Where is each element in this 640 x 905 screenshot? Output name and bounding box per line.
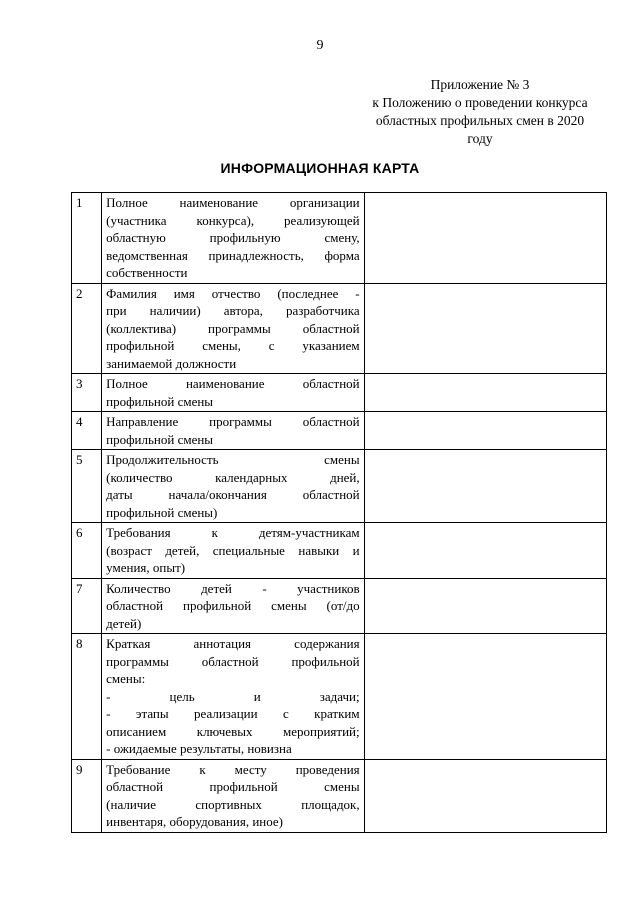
- description-line: Полное наименование организации: [106, 195, 360, 210]
- row-description: [102, 374, 364, 412]
- description-line: - цель и задачи;: [106, 688, 360, 704]
- row-number: 4: [72, 412, 102, 450]
- description-line: описанием ключевых мероприятий;: [106, 723, 360, 739]
- description-line: профильной смены): [106, 504, 218, 520]
- page-number: 9: [316, 38, 324, 53]
- row-number: 3: [72, 374, 102, 412]
- description-line: программы областной профильной: [106, 653, 360, 669]
- table-row: [72, 283, 607, 374]
- row-value-cell[interactable]: [364, 193, 606, 284]
- information-card-table: [71, 192, 607, 833]
- appendix-line: к Положению о проведении конкурса: [372, 95, 588, 110]
- appendix-line: году: [467, 131, 493, 146]
- table-row: [72, 523, 607, 579]
- description-line: умения, опыт): [106, 560, 186, 575]
- row-number: 6: [72, 523, 102, 579]
- row-description: [102, 759, 364, 832]
- table-row: [72, 450, 607, 523]
- description-line: (коллектива) программы областной: [106, 320, 360, 336]
- description-line: детей): [106, 615, 142, 631]
- description-line: Краткая аннотация содержания: [106, 636, 360, 651]
- row-description: [102, 193, 364, 284]
- description-line: при наличии) автора, разработчика: [106, 303, 360, 318]
- description-line: собственности: [106, 265, 188, 280]
- table-row: [72, 412, 607, 450]
- row-value-cell[interactable]: [364, 374, 606, 412]
- table-row: [72, 374, 607, 412]
- description-line: областной профильной смены (от/до: [106, 598, 360, 613]
- description-line: (количество календарных дней,: [106, 469, 360, 485]
- description-line: Требование к месту проведения: [106, 761, 360, 777]
- table-row: [72, 193, 607, 284]
- row-description: [102, 283, 364, 374]
- row-number: 2: [72, 283, 102, 374]
- description-line: профильной смены, с указанием: [106, 338, 360, 353]
- description-line: (наличие спортивных площадок,: [106, 796, 360, 812]
- row-value-cell[interactable]: [364, 759, 606, 832]
- description-line: профильной смены: [106, 393, 214, 409]
- row-description: [102, 523, 364, 579]
- row-number: 9: [72, 759, 102, 832]
- description-line: Полное наименование областной: [106, 376, 360, 391]
- row-number: 5: [72, 450, 102, 523]
- appendix-line: Приложение № 3: [430, 77, 530, 92]
- row-number: 8: [72, 634, 102, 760]
- row-value-cell[interactable]: [364, 450, 606, 523]
- description-line: - ожидаемые результаты, новизна: [106, 741, 292, 756]
- row-value-cell[interactable]: [364, 283, 606, 374]
- row-number: 7: [72, 578, 102, 634]
- description-line: (возраст детей, специальные навыки и: [106, 542, 360, 558]
- description-line: профильной смены: [106, 431, 214, 447]
- description-line: Продолжительность смены: [106, 452, 360, 467]
- description-line: инвентаря, оборудования, иное): [106, 814, 283, 829]
- row-description: [102, 634, 364, 760]
- row-value-cell[interactable]: [364, 634, 606, 760]
- row-description: [102, 412, 364, 450]
- row-number: 1: [72, 193, 102, 284]
- description-line: Требования к детям-участникам: [106, 525, 360, 540]
- description-line: даты начала/окончания областной: [106, 487, 360, 502]
- document-title: ИНФОРМАЦИОННАЯ КАРТА: [220, 160, 420, 176]
- row-description: [102, 450, 364, 523]
- description-line: Направление программы областной: [106, 414, 360, 429]
- table-row: [72, 578, 607, 634]
- appendix-line: областных профильных смен в 2020: [375, 113, 585, 128]
- table-row: [72, 759, 607, 832]
- description-line: - этапы реализации с кратким: [106, 706, 360, 721]
- row-value-cell[interactable]: [364, 412, 606, 450]
- description-line: Количество детей - участников: [106, 580, 360, 596]
- description-line: областной профильной смены: [106, 779, 360, 794]
- appendix-note: [350, 76, 610, 148]
- description-line: занимаемой должности: [106, 355, 237, 371]
- description-line: смены:: [106, 671, 146, 686]
- description-line: (участника конкурса), реализующей: [106, 212, 360, 228]
- description-line: областную профильную смену,: [106, 230, 360, 245]
- table-row: [72, 634, 607, 760]
- description-line: Фамилия имя отчество (последнее -: [106, 285, 360, 301]
- row-value-cell[interactable]: [364, 578, 606, 634]
- description-line: ведомственная принадлежность, форма: [106, 247, 360, 263]
- row-description: [102, 578, 364, 634]
- row-value-cell[interactable]: [364, 523, 606, 579]
